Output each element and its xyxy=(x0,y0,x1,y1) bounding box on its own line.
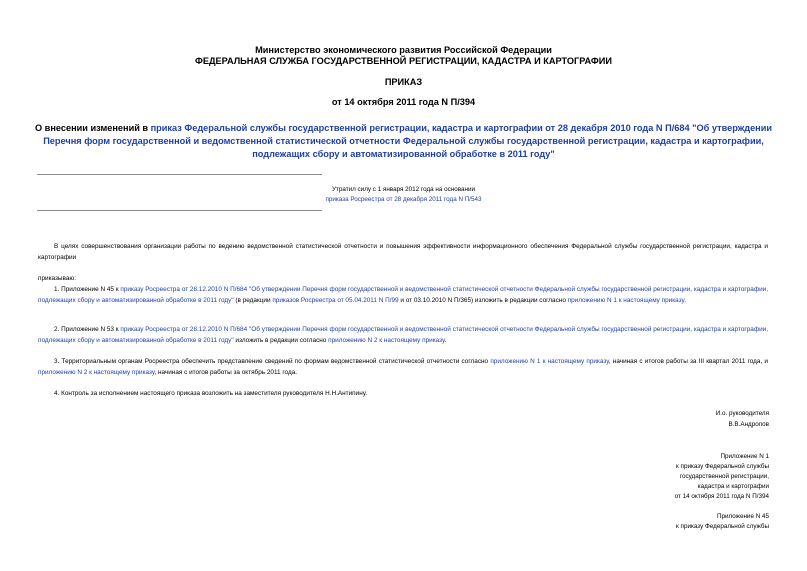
paragraph-3 xyxy=(38,357,768,378)
status-text: Утратил силу с 1 января 2012 года на основании xyxy=(331,186,476,193)
intro-paragraph: В целях совершенствования организации работы по ведению ведомственной статистической отчетности и повышения эффективности информационного обеспечения Федеральной службы государственной регистрации, кадастра и картографии xyxy=(38,243,768,261)
p1-text-b: (в редакции xyxy=(233,296,273,304)
document-date: от 14 октября 2011 года N П/394 xyxy=(331,97,476,107)
p1-link-amendment[interactable]: приказов Росреестра от 05.04.2011 N П/99 xyxy=(272,296,399,304)
title-prefix: О внесении изменений в xyxy=(34,123,151,133)
paragraph-1 xyxy=(38,285,768,306)
ministry-name: Министерство экономического развития Российской Федерации xyxy=(255,45,552,55)
p2-link-appendix[interactable]: приложению N 2 к настоящему приказу xyxy=(328,336,445,344)
appendix-1-line-3: кадастра и картографии xyxy=(697,483,769,490)
title-link-part-2[interactable]: Перечня форм государственной и ведомственной статистической отчетности Федеральной службы государственной регистрации, кадастра и картографии, xyxy=(43,136,764,146)
appendix-1-title: Приложение N 1 xyxy=(720,453,769,460)
appendix-1-line-2: государственной регистрации, xyxy=(679,473,769,480)
service-name: ФЕДЕРАЛЬНАЯ СЛУЖБА ГОСУДАРСТВЕННОЙ РЕГИСТРАЦИИ, КАДАСТРА И КАРТОГРАФИИ xyxy=(195,56,612,66)
paragraph-2 xyxy=(38,325,768,346)
order-word: приказываю: xyxy=(38,275,76,282)
document-title-line-1 xyxy=(0,122,807,136)
p3-text-c: , начиная с итогов работы за октябрь 2011 года. xyxy=(154,368,298,376)
title-link-part-1[interactable]: приказ Федеральной службы государственной регистрации, кадастра и картографии от 28 декабря 2010 года N П/684 "Об утверждении xyxy=(150,123,773,133)
p3-text-b: , начиная с итогов работы за III квартал 2011 года, и xyxy=(608,358,768,365)
status-link[interactable]: приказа Росреестра от 28 декабря 2011 года N П/543 xyxy=(325,196,482,203)
p3-link-appendix-2[interactable]: приложению N 2 к настоящему приказу xyxy=(38,368,155,376)
paragraph-4: 4. Контроль за исполнением настоящего приказа возложить на заместителя руководителя Н.Н.Антипину. xyxy=(54,390,368,397)
p3-text-a: 3. Территориальным органам Росреестра обеспечить представление сведений по формам ведомственной статистической отчетности согласно xyxy=(54,358,491,365)
status-divider-top xyxy=(37,174,322,175)
p1-text-d: . xyxy=(684,296,686,304)
appendix-45-line-1: к приказу Федеральной службы xyxy=(676,523,769,530)
appendix-45-title: Приложение N 45 xyxy=(717,513,769,520)
status-divider-bottom xyxy=(37,210,322,211)
signature-position: И.о. руководителя xyxy=(715,410,769,417)
p1-link-order[interactable]: приказу Росреестра от 28.12.2010 N П/684 "Об утверждении Перечня форм государственной и ведомственной статистической отчетности Федеральной службы государственной регистрации, кадастра и картографии, подлежащих сбору и автоматизированной обработке в 2011 году" xyxy=(38,286,768,304)
signature-name: В.В.Андропов xyxy=(728,421,769,428)
p2-text-a: 2. Приложение N 53 к xyxy=(54,326,121,333)
document-type: ПРИКАЗ xyxy=(384,77,423,87)
p2-link-order[interactable]: приказу Росреестра от 28.12.2010 N П/684 "Об утверждении Перечня форм государственной и ведомственной статистической отчетности Федеральной службы государственной регистрации, кадастра и картографии, подлежащих сбору и автоматизированной обработке в 2011 году" xyxy=(38,326,768,344)
p2-text-c: . xyxy=(444,336,447,344)
p2-text-b: изложить в редакции согласно xyxy=(233,336,329,344)
p1-text-a: 1. Приложение N 45 к xyxy=(54,286,121,293)
appendix-1-line-4: от 14 октября 2011 года N П/394 xyxy=(674,493,769,500)
p1-link-appendix[interactable]: приложению N 1 к настоящему приказу xyxy=(567,296,685,304)
p3-link-appendix-1[interactable]: приложению N 1 к настоящему приказу xyxy=(490,358,609,365)
p1-text-c: и от 03.10.2010 N П/365) изложить в редакции согласно xyxy=(398,296,568,304)
title-link-part-3[interactable]: подлежащих сбору и автоматизированной обработке в 2011 году" xyxy=(252,149,555,159)
appendix-1-line-1: к приказу Федеральной службы xyxy=(676,463,769,470)
